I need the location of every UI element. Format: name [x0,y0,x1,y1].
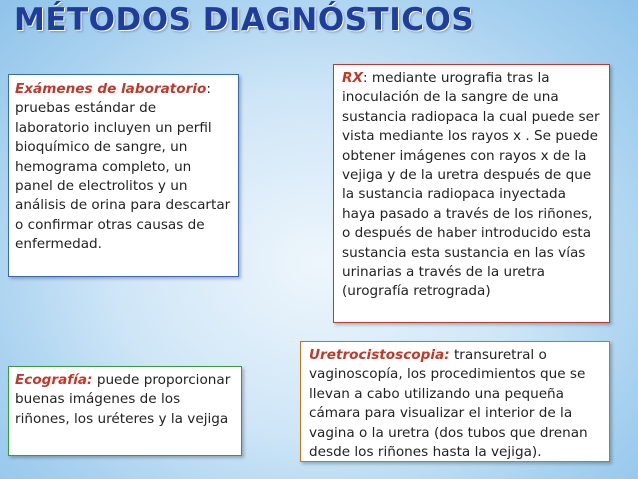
rx-heading: RX [342,70,363,86]
lab-exams-separator: : [206,81,211,97]
urethrocystoscopy-heading: Uretrocistoscopia: [309,347,450,363]
rx-box [333,64,610,323]
lab-exams-text: pruebas estándar de laboratorio incluyen un perfil bioquímico de sangre, un hemograma completo, un panel de electrolitos y un análisis de orina para descartar o confirmar otras causas de enfermedad. [15,100,231,253]
ultrasound-box [8,366,242,456]
page-title: MÉTODOS DIAGNÓSTICOS [14,2,475,38]
ultrasound-heading: Ecografía: [15,372,93,388]
urethrocystoscopy-text: transuretral o vaginoscopía, los procedimientos que se llevan a cabo utilizando una pequeña cámara para visualizar el interior de la vagina o la uretra (dos tubos que drenan desde los riñones hasta la vejiga). [309,347,588,461]
rx-text: mediante urografia tras la inoculación de la sangre de una sustancia radiopaca la cual puede ser vista mediante los rayos x . Se puede obtener imágenes con rayos x de la vejiga y de la uretra después de que la sustancia radiopaca inyectada haya pasado a través de los riñones, o después de haber introducido esta sustancia esta sustancia en las vías urinarias a través de la uretra (urografía retrograda) [342,70,600,300]
lab-exams-box [8,74,239,277]
urethrocystoscopy-box [300,341,610,462]
rx-separator: : [362,70,368,86]
lab-exams-heading: Exámenes de laboratorio [15,81,207,97]
ultrasound-text: puede proporcionar buenas imágenes de los riñones, los uréteres y la vejiga [15,372,231,427]
